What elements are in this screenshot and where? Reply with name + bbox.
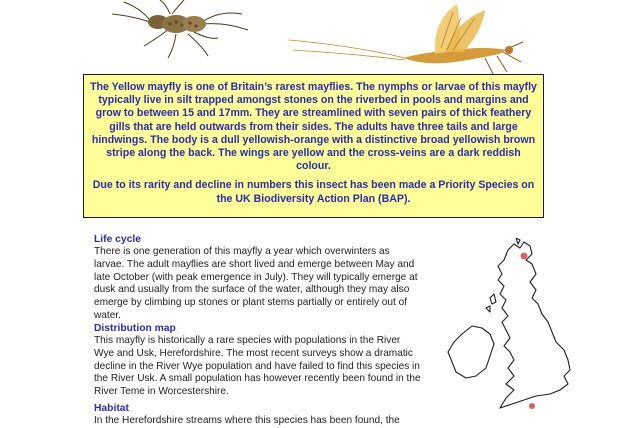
habitat-text: In the Herefordshire streams where this species has been found, the (94, 415, 400, 426)
record-marker-wye (521, 253, 528, 260)
summary-paragraph: The Yellow mayfly is one of Britain’s rarest mayflies. The nymphs or larvae of this mayfly typically live in silt trapped amongst stones on the riverbed in pools and margins and grow to between 15 and 17mm. They are streamlined with seven pairs of thick feathery gills that are held outwards from their sides. The adults have three tails and large hindwings. The body is a dull yellowish-orange with a distinctive broad yellowish brown stripe along the back. The wings are yellow and the cross-veins are a dark reddish colour. (90, 81, 537, 173)
habitat-heading: Habitat (94, 403, 129, 414)
record-marker-usk (529, 403, 535, 409)
life-cycle-text: There is one generation of this mayfly a year which overwinters as larvae. The adult mayflies are short lived and emerge between May and late October (with peak emergence in July). They will typically emerge at dusk and usually from the surface of the water, although they may also emerge by climbing up stones or plant stems partially or entirely out of water. (94, 246, 418, 321)
ireland-outline (448, 326, 494, 378)
life-cycle-heading: Life cycle (94, 234, 141, 245)
habitat-section (94, 403, 421, 428)
distribution-map (428, 238, 578, 420)
distribution-section (94, 323, 421, 399)
distribution-text: This mayfly is historically a rare species with populations in the River Wye and Usk, Herefordshire. The most recent surveys show a dramatic decline in the River Wye population and have failed to find this species in the River Usk. A small population has however recently been found in the River Teme in Worcestershire. (94, 335, 421, 398)
great-britain-outline (498, 242, 570, 408)
species-summary-box (83, 74, 544, 218)
life-cycle-section (94, 234, 421, 323)
distribution-heading: Distribution map (94, 323, 176, 334)
mayfly-nymph-image (110, 0, 250, 62)
bap-status-paragraph: Due to its rarity and decline in numbers this insect has been made a Priority Species on the UK Biodiversity Action Plan (BAP). (92, 179, 535, 205)
adult-mayfly-image (285, 0, 550, 82)
